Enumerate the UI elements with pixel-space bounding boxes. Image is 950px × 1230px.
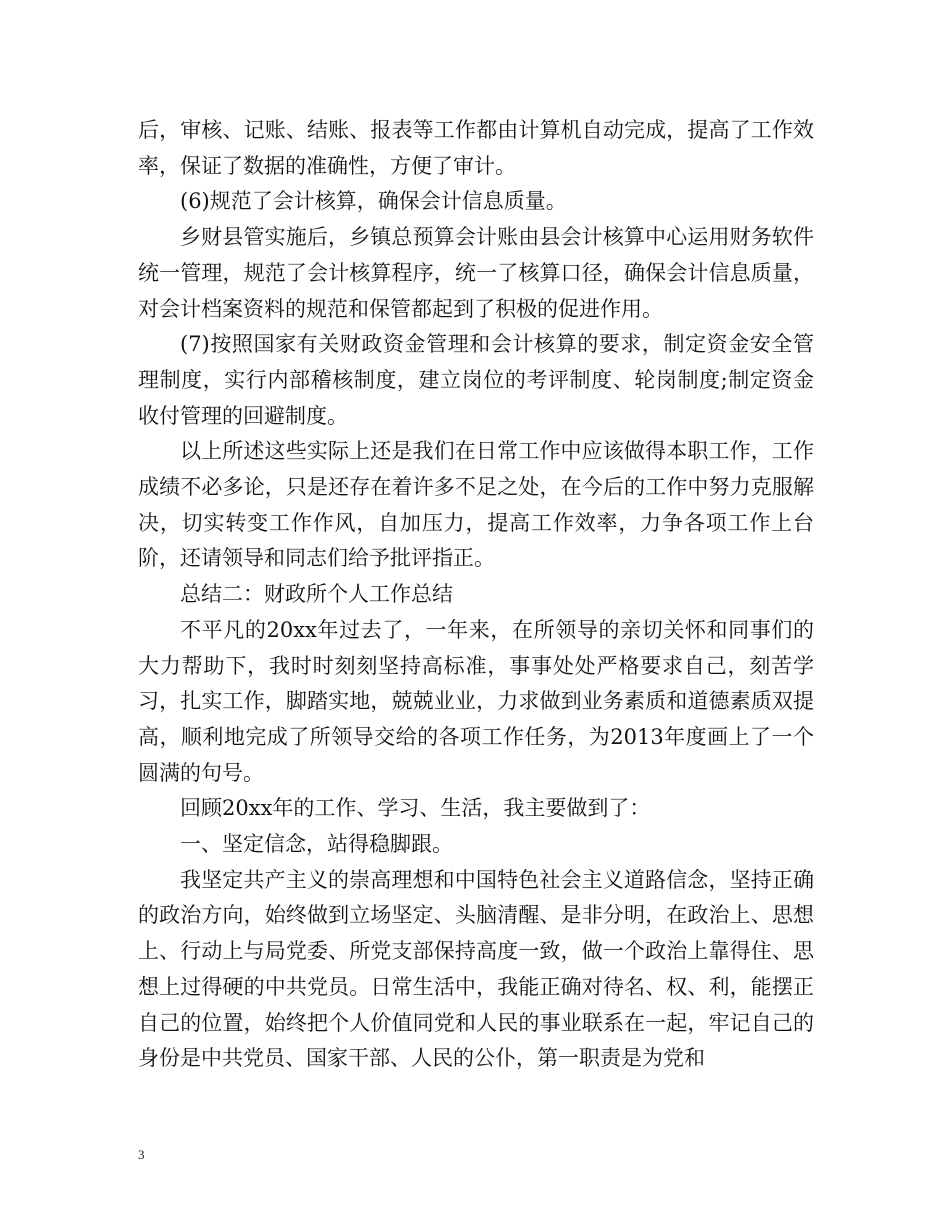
paragraph-item-6-heading: (6)规范了会计核算，确保会计信息质量。 [180,189,567,214]
paragraph-review: 回顾20xx年的工作、学习、生活，我主要做到了： [180,796,651,821]
paragraph-item-7: (7)按照国家有关财政资金管理和会计核算的要求，制定资金安全管理制度，实行内部稽核制度，建立岗位的考评制度、轮岗制度;制定资金收付管理的回避制度。 [138,332,814,428]
paragraph-belief-body: 我坚定共产主义的崇高理想和中国特色社会主义道路信念，坚持正确的政治方向，始终做到立场坚定、头脑清醒、是非分明，在政治上、思想上、行动上与局党委、所党支部保持高度一致，做一个政治上靠得住、思想上过得硬的中共党员。日常生活中，我能正确对待名、权、利，能摆正自己的位置，始终把个人价值同党和人民的事业联系在一起，牢记自己的身份是中共党员、国家干部、人民的公仆，第一职责是为党和 [138,867,814,1071]
paragraph-item-6-body: 乡财县管实施后，乡镇总预算会计账由县会计核算中心运用财务软件统一管理，规范了会计核算程序，统一了核算口径，确保会计信息质量，对会计档案资料的规范和保管都起到了积极的促进作用。 [138,225,814,321]
paragraph-summary-closing: 以上所述这些实际上还是我们在日常工作中应该做得本职工作，工作成绩不必多论，只是还存在着许多不足之处，在今后的工作中努力克服解决，切实转变工作作风，自加压力，提高工作效率，力争各项工作上台阶，还请领导和同志们给予批评指正。 [138,439,814,571]
page-number: 3 [138,1147,145,1162]
section-heading-summary-two: 总结二：财政所个人工作总结 [180,582,453,607]
paragraph-continuation: 后，审核、记账、结账、报表等工作都由计算机自动完成，提高了工作效率，保证了数据的准确性，方便了审计。 [138,118,814,178]
subheading-firm-belief: 一、坚定信念，站得稳脚跟。 [180,832,453,857]
paragraph-intro: 不平凡的20xx年过去了，一年来，在所领导的亲切关怀和同事们的大力帮助下，我时时刻刻坚持高标准，事事处处严格要求自己，刻苦学习，扎实工作，脚踏实地，兢兢业业，力求做到业务素质和道德素质双提高，顺利地完成了所领导交给的各项工作任务，为2013年度画上了一个圆满的句号。 [138,617,814,785]
document-body [138,113,814,1077]
